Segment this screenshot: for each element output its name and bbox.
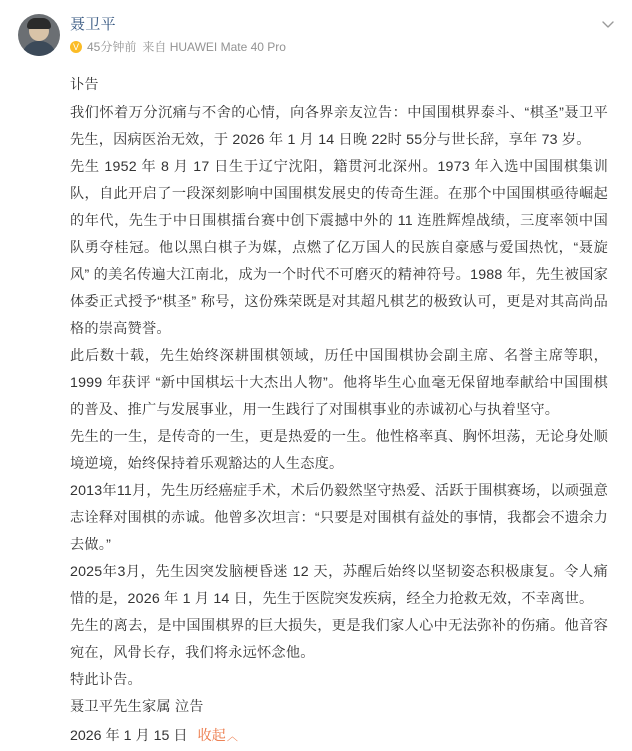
post-paragraph: 先生的一生，是传奇的一生，更是热爱的一生。他性格率真、胸怀坦荡，无论身处顺境逆境，始终保持着乐观豁达的人生态度。 — [70, 429, 608, 472]
post-content — [18, 72, 614, 721]
avatar-body — [22, 41, 56, 56]
post-paragraph: 先生 1952 年 8 月 17 日生于辽宁沈阳，籍贯河北深州。1973 年入选中国围棋集训队，自此开启了一段深刻影响中国围棋发展史的传奇生涯。在那个中国围棋亟待崛起的年代，先生于中日围棋擂台赛中创下震撼中外的 11 连胜辉煌战绩，三度率领中国队勇夺桂冠。他以黑白棋子为媒，点燃了亿万国人的民族自豪感与爱国热忱，“聂旋风” 的美名传遍大江南北，成为一个时代不可磨灭的精神符号。1988 年，先生被国家体委正式授予“棋圣” 称号，这份殊荣既是对其超凡棋艺的极致认可，更是对其高尚品格的崇高赞誉。 — [70, 159, 608, 337]
avatar[interactable] — [18, 14, 60, 56]
chevron-down-icon[interactable] — [600, 16, 616, 32]
post-header — [18, 14, 614, 56]
post-signature: 聂卫平先生家属 泣告 — [70, 699, 204, 715]
avatar-hair — [27, 18, 51, 29]
post-meta — [70, 39, 614, 55]
post-paragraph: 2025年3月，先生因突发脑梗昏迷 12 天，苏醒后始终以坚韧姿态积极康复。令人痛惜的是，2026 年 1 月 14 日，先生于医院突发疾病，经全力抢救无效，不幸离世。 — [70, 564, 608, 607]
collapse-button[interactable] — [197, 728, 237, 744]
post-paragraph: 特此讣告。 — [70, 672, 142, 688]
post-title: 讣告 — [70, 77, 99, 93]
post-paragraph: 我们怀着万分沉痛与不舍的心情，向各界亲友泣告：中国围棋界泰斗、“棋圣”聂卫平先生，因病医治无效，于 2026 年 1 月 14 日晚 22时 55分与世长辞，享年 73 岁。 — [70, 105, 608, 148]
post-paragraph: 此后数十载，先生始终深耕围棋领域，历任中国围棋协会副主席、名誉主席等职，1999 年获评 “新中国棋坛十大杰出人物”。他将毕生心血毫无保留地奉献给中国围棋的普及、推广与发展事业，用一生践行了对围棋事业的赤诚初心与执着坚守。 — [70, 348, 608, 418]
verified-badge-icon: V — [70, 41, 82, 53]
collapse-label: 收起 — [197, 728, 226, 744]
post-paragraph: 2013年11月，先生历经癌症手术，术后仍毅然坚守热爱、活跃于围棋赛场，以顽强意志诠释对围棋的赤诚。他曾多次坦言：“只要是对围棋有益处的事情，我都会不遗余力去做。” — [70, 483, 608, 553]
post-source: 来自 HUAWEI Mate 40 Pro — [142, 40, 286, 54]
post-footer — [18, 723, 614, 751]
post-date: 2026 年 1 月 15 日 — [70, 728, 188, 744]
post-paragraph: 先生的离去，是中国围棋界的巨大损失，更是我们家人心中无法弥补的伤痛。他音容宛在，风骨长存，我们将永远怀念他。 — [70, 618, 608, 661]
username[interactable]: 聂卫平 — [70, 16, 116, 33]
post-timestamp: 45分钟前 — [87, 40, 137, 54]
post-header-text — [70, 14, 614, 55]
caret-up-icon: ︿ — [226, 731, 238, 743]
